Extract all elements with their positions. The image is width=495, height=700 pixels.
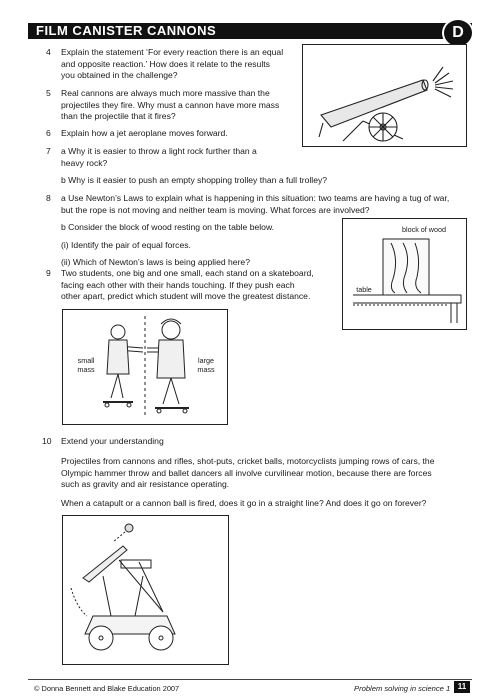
catapult-illustration bbox=[62, 515, 229, 665]
question-number: 6 bbox=[46, 128, 51, 138]
question-text-line: projectiles they fire. Why must a cannon have more mass bbox=[61, 99, 280, 110]
block-of-wood-label: block of wood bbox=[402, 225, 446, 234]
page-number: 11 bbox=[454, 681, 470, 693]
cannon-illustration bbox=[302, 44, 467, 147]
table-label: table bbox=[356, 285, 372, 294]
students-illustration bbox=[62, 309, 228, 425]
question-text-line: Two students, one big and one small, each stand on a skateboard, bbox=[61, 268, 314, 278]
question-text-line: Explain the statement ‘For every reaction there is an equal bbox=[61, 47, 284, 57]
question-text-line: Explain how a jet aeroplane moves forward. bbox=[61, 128, 228, 138]
book-title: Problem solving in science 1 bbox=[354, 684, 451, 693]
question-part-b: b Consider the block of wood resting on the table below. bbox=[61, 222, 275, 233]
copyright-text: © Donna Bennett and Blake Education 2007 bbox=[34, 684, 180, 693]
small-mass-label-line: mass bbox=[77, 365, 95, 374]
footer-rule bbox=[28, 679, 472, 680]
question-text-line: heavy rock? bbox=[61, 157, 108, 168]
question-number: 9 bbox=[46, 268, 51, 278]
paragraph-line: Projectiles from cannons and rifles, shot-puts, cricket balls, motorcyclists jumping rows of cars, the bbox=[61, 456, 435, 466]
question-text-line: facing each other with their hands touching. If they push each bbox=[61, 279, 295, 290]
question-text-line: a Why it is easier to throw a light rock further than a bbox=[61, 146, 257, 156]
small-mass-label-line: small bbox=[77, 356, 95, 365]
question-part-i: (i) Identify the pair of equal forces. bbox=[61, 239, 191, 250]
level-badge: D bbox=[442, 18, 474, 48]
question-number: 7 bbox=[46, 146, 51, 156]
question-text-line: Real cannons are always much more massive than the bbox=[61, 88, 270, 98]
question-text-line: and opposite reaction.’ How does it relate to the results bbox=[61, 58, 270, 69]
paragraph-line: Olympic hammer throw and ballet dancers all involve curvilinear motion, because there are forces bbox=[61, 467, 432, 478]
question-text-line: you obtained in the challenge? bbox=[61, 70, 178, 81]
students-drawing bbox=[63, 310, 227, 424]
large-mass-label-line: mass bbox=[197, 365, 215, 374]
catapult-drawing bbox=[63, 516, 228, 664]
question-number: 8 bbox=[46, 193, 51, 203]
question-10-paragraph bbox=[61, 456, 471, 509]
question-part-b: b Why is it easier to push an empty shopping trolley than a full trolley? bbox=[61, 175, 328, 186]
cannon-drawing bbox=[303, 45, 466, 146]
large-mass-label-line: large bbox=[198, 356, 214, 365]
paragraph-question: When a catapult or a cannon ball is fired, does it go in a straight line? And does it go on forever? bbox=[61, 497, 427, 508]
question-number: 5 bbox=[46, 88, 51, 98]
paragraph-line: such as gravity and air resistance operating. bbox=[61, 479, 230, 490]
question-number: 4 bbox=[46, 47, 51, 57]
title-bar bbox=[28, 23, 472, 39]
question-text-line: other apart, predict which student will move the greatest distance. bbox=[61, 291, 311, 302]
question-text-line: a Use Newton’s Laws to explain what is happening in this situation: two teams are having a tug of war, bbox=[61, 193, 450, 203]
block-drawing bbox=[343, 219, 466, 329]
question-heading: Extend your understanding bbox=[61, 436, 164, 446]
question-text-line: but the rope is not moving and neither team is moving. What forces are involved? bbox=[61, 204, 370, 215]
question-text-line: than the projectile that it fires? bbox=[61, 111, 176, 122]
question-number: 10 bbox=[42, 436, 52, 446]
question-part-ii: (ii) Which of Newton’s laws is being applied here? bbox=[61, 257, 250, 268]
page-title: FILM CANISTER CANNONS bbox=[36, 23, 217, 38]
block-of-wood-illustration bbox=[342, 218, 467, 330]
